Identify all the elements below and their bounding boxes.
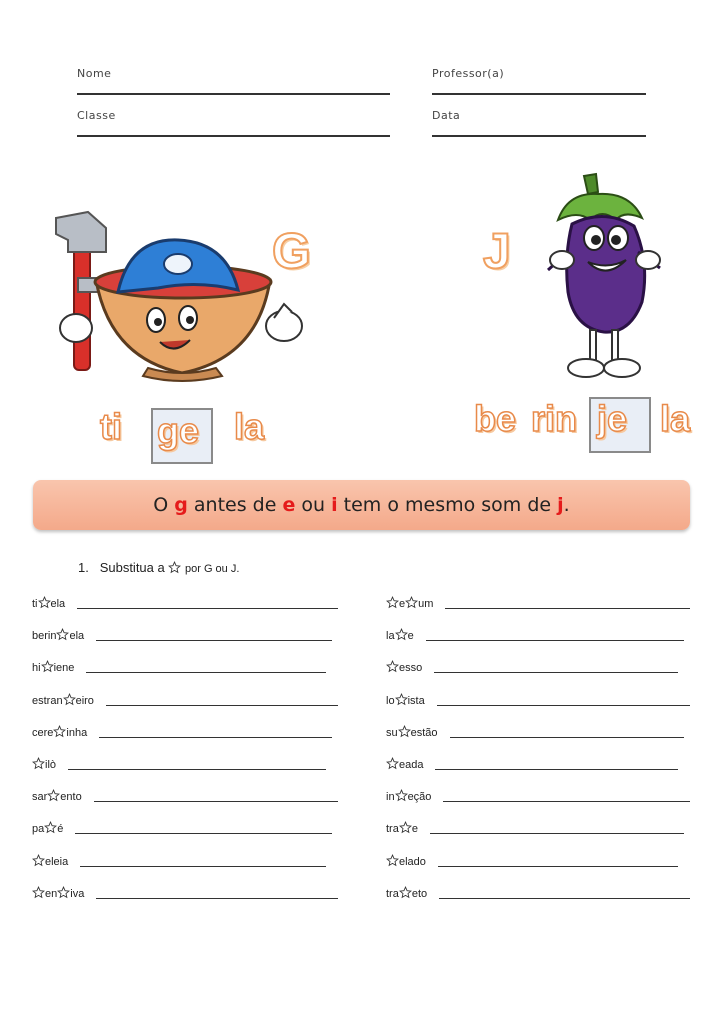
star-icon [32,886,45,899]
star-icon [395,628,408,641]
star-icon [32,757,45,770]
exercise-word [386,725,438,739]
word-fragment: inha [66,726,88,739]
bowl-illustration [48,208,308,388]
word-fragment: e [411,823,418,836]
exercise-word [32,757,56,771]
word-fragment: pa [32,823,45,836]
syllable-rin: rin [531,398,578,439]
syllable-ti: ti [100,406,122,447]
word-fragment: estão [410,726,438,739]
star-icon [386,854,399,867]
answer-line[interactable] [437,705,690,706]
syllable-la: la [234,406,265,447]
rule-text: . [563,494,570,516]
word-fragment: eiro [75,694,94,707]
professor-field[interactable] [432,67,646,95]
word-fragment: e [399,598,406,610]
word-fragment: um [418,598,434,610]
rule-text: ou [295,494,332,516]
rule-text: tem o mesmo som de [337,494,558,516]
exercise-word [32,725,87,739]
answer-line[interactable] [438,866,678,867]
star-icon [53,725,66,738]
answer-line[interactable] [80,866,326,867]
star-icon [168,561,181,574]
star-icon [398,725,411,738]
professor-label: Professor(a) [432,67,505,80]
rule-banner [33,480,690,530]
exercise-word [386,886,427,900]
syllable-ge: ge [157,410,200,451]
answer-line[interactable] [445,608,690,609]
word-fragment: in [386,791,395,804]
data-field[interactable] [432,109,646,137]
answer-line[interactable] [96,640,332,641]
word-fragment: sar [32,791,48,804]
answer-line[interactable] [430,833,684,834]
star-icon [399,821,412,834]
answer-line[interactable] [435,769,678,770]
star-icon [56,628,69,641]
exercise-word [32,628,84,642]
word-fragment: elado [399,855,426,868]
word-fragment: tra [386,823,399,836]
exercise-word [32,660,74,674]
syllable-je: je [597,398,628,439]
classe-label: Classe [77,109,116,122]
star-icon [47,789,60,802]
star-icon [41,660,54,673]
answer-line[interactable] [439,898,690,899]
exercise-word [386,757,423,771]
answer-line[interactable] [443,801,690,802]
star-icon [386,757,399,770]
letter-g: G [272,223,311,279]
exercise-word [386,693,425,707]
word-fragment: su [386,726,398,739]
exercise-word [386,854,426,868]
rule-text: O [153,494,175,516]
word-fragment: eada [399,759,424,771]
word-fragment: hi [32,662,41,675]
word-fragment: eto [411,887,428,900]
answer-line[interactable] [450,737,684,738]
word-fragment: é [57,823,64,836]
exercise-word [386,628,414,642]
word-fragment: lo [386,694,395,707]
word-fragment: en [45,887,58,900]
instruction-number: 1. [78,560,89,575]
syllable-la: la [660,398,691,439]
word-fragment: ela [69,630,85,643]
rule-letter-e: e [282,494,296,516]
word-fragment: iene [53,662,75,675]
star-icon [386,660,399,673]
rule-letter-j: j [557,494,564,516]
nome-field[interactable] [77,67,390,95]
exercise-word [32,821,63,835]
star-icon [386,596,399,609]
exercise-word [386,789,431,803]
word-fragment: estran [32,694,63,707]
answer-line[interactable] [77,608,338,609]
rule-letter-i: i [331,494,338,516]
word-fragment: ela [50,598,66,610]
eggplant-illustration [538,172,678,387]
word-fragment: eleia [45,855,69,868]
exercise-word [32,693,94,707]
nome-label: Nome [77,67,112,80]
star-icon [63,693,76,706]
instruction-text: por G ou J. [184,563,240,575]
word-fragment: eção [407,791,432,804]
letter-j: J [483,223,511,279]
word-fragment: la [386,630,395,643]
answer-line[interactable] [96,898,338,899]
word-fragment: e [407,630,414,643]
word-fragment: tra [386,887,399,900]
answer-line[interactable] [426,640,684,641]
word-fragment: cere [32,726,54,739]
data-label: Data [432,109,461,122]
word-fragment: berin [32,630,57,643]
answer-line[interactable] [106,705,338,706]
syllable-be: be [474,398,517,439]
exercise-word [386,821,418,835]
word-fragment: ista [407,694,425,707]
star-icon [44,821,57,834]
classe-field[interactable] [77,109,390,137]
answer-line[interactable] [68,769,326,770]
instruction [78,560,239,575]
exercise-word [386,660,422,674]
word-fragment: iva [70,887,85,900]
star-icon [399,886,412,899]
star-icon [38,596,51,609]
star-icon [395,693,408,706]
star-icon [405,596,418,609]
rule-letter-g: g [174,494,188,516]
answer-line[interactable] [86,672,326,673]
answer-line[interactable] [99,737,332,738]
instruction-text: Substitua a [99,560,165,575]
word-fragment: ti [32,598,38,610]
exercise-word [32,854,68,868]
star-icon [32,854,45,867]
exercise-word [386,596,433,610]
exercise-word [32,789,82,803]
exercise-word [32,886,84,900]
rule-text: antes de [187,494,283,516]
exercise-word [32,596,65,610]
star-icon [395,789,408,802]
word-fragment: ilò [45,759,57,771]
star-icon [57,886,70,899]
answer-line[interactable] [94,801,338,802]
word-fragment: esso [399,662,423,675]
answer-line[interactable] [75,833,332,834]
answer-line[interactable] [434,672,678,673]
word-fragment: ento [60,791,82,804]
